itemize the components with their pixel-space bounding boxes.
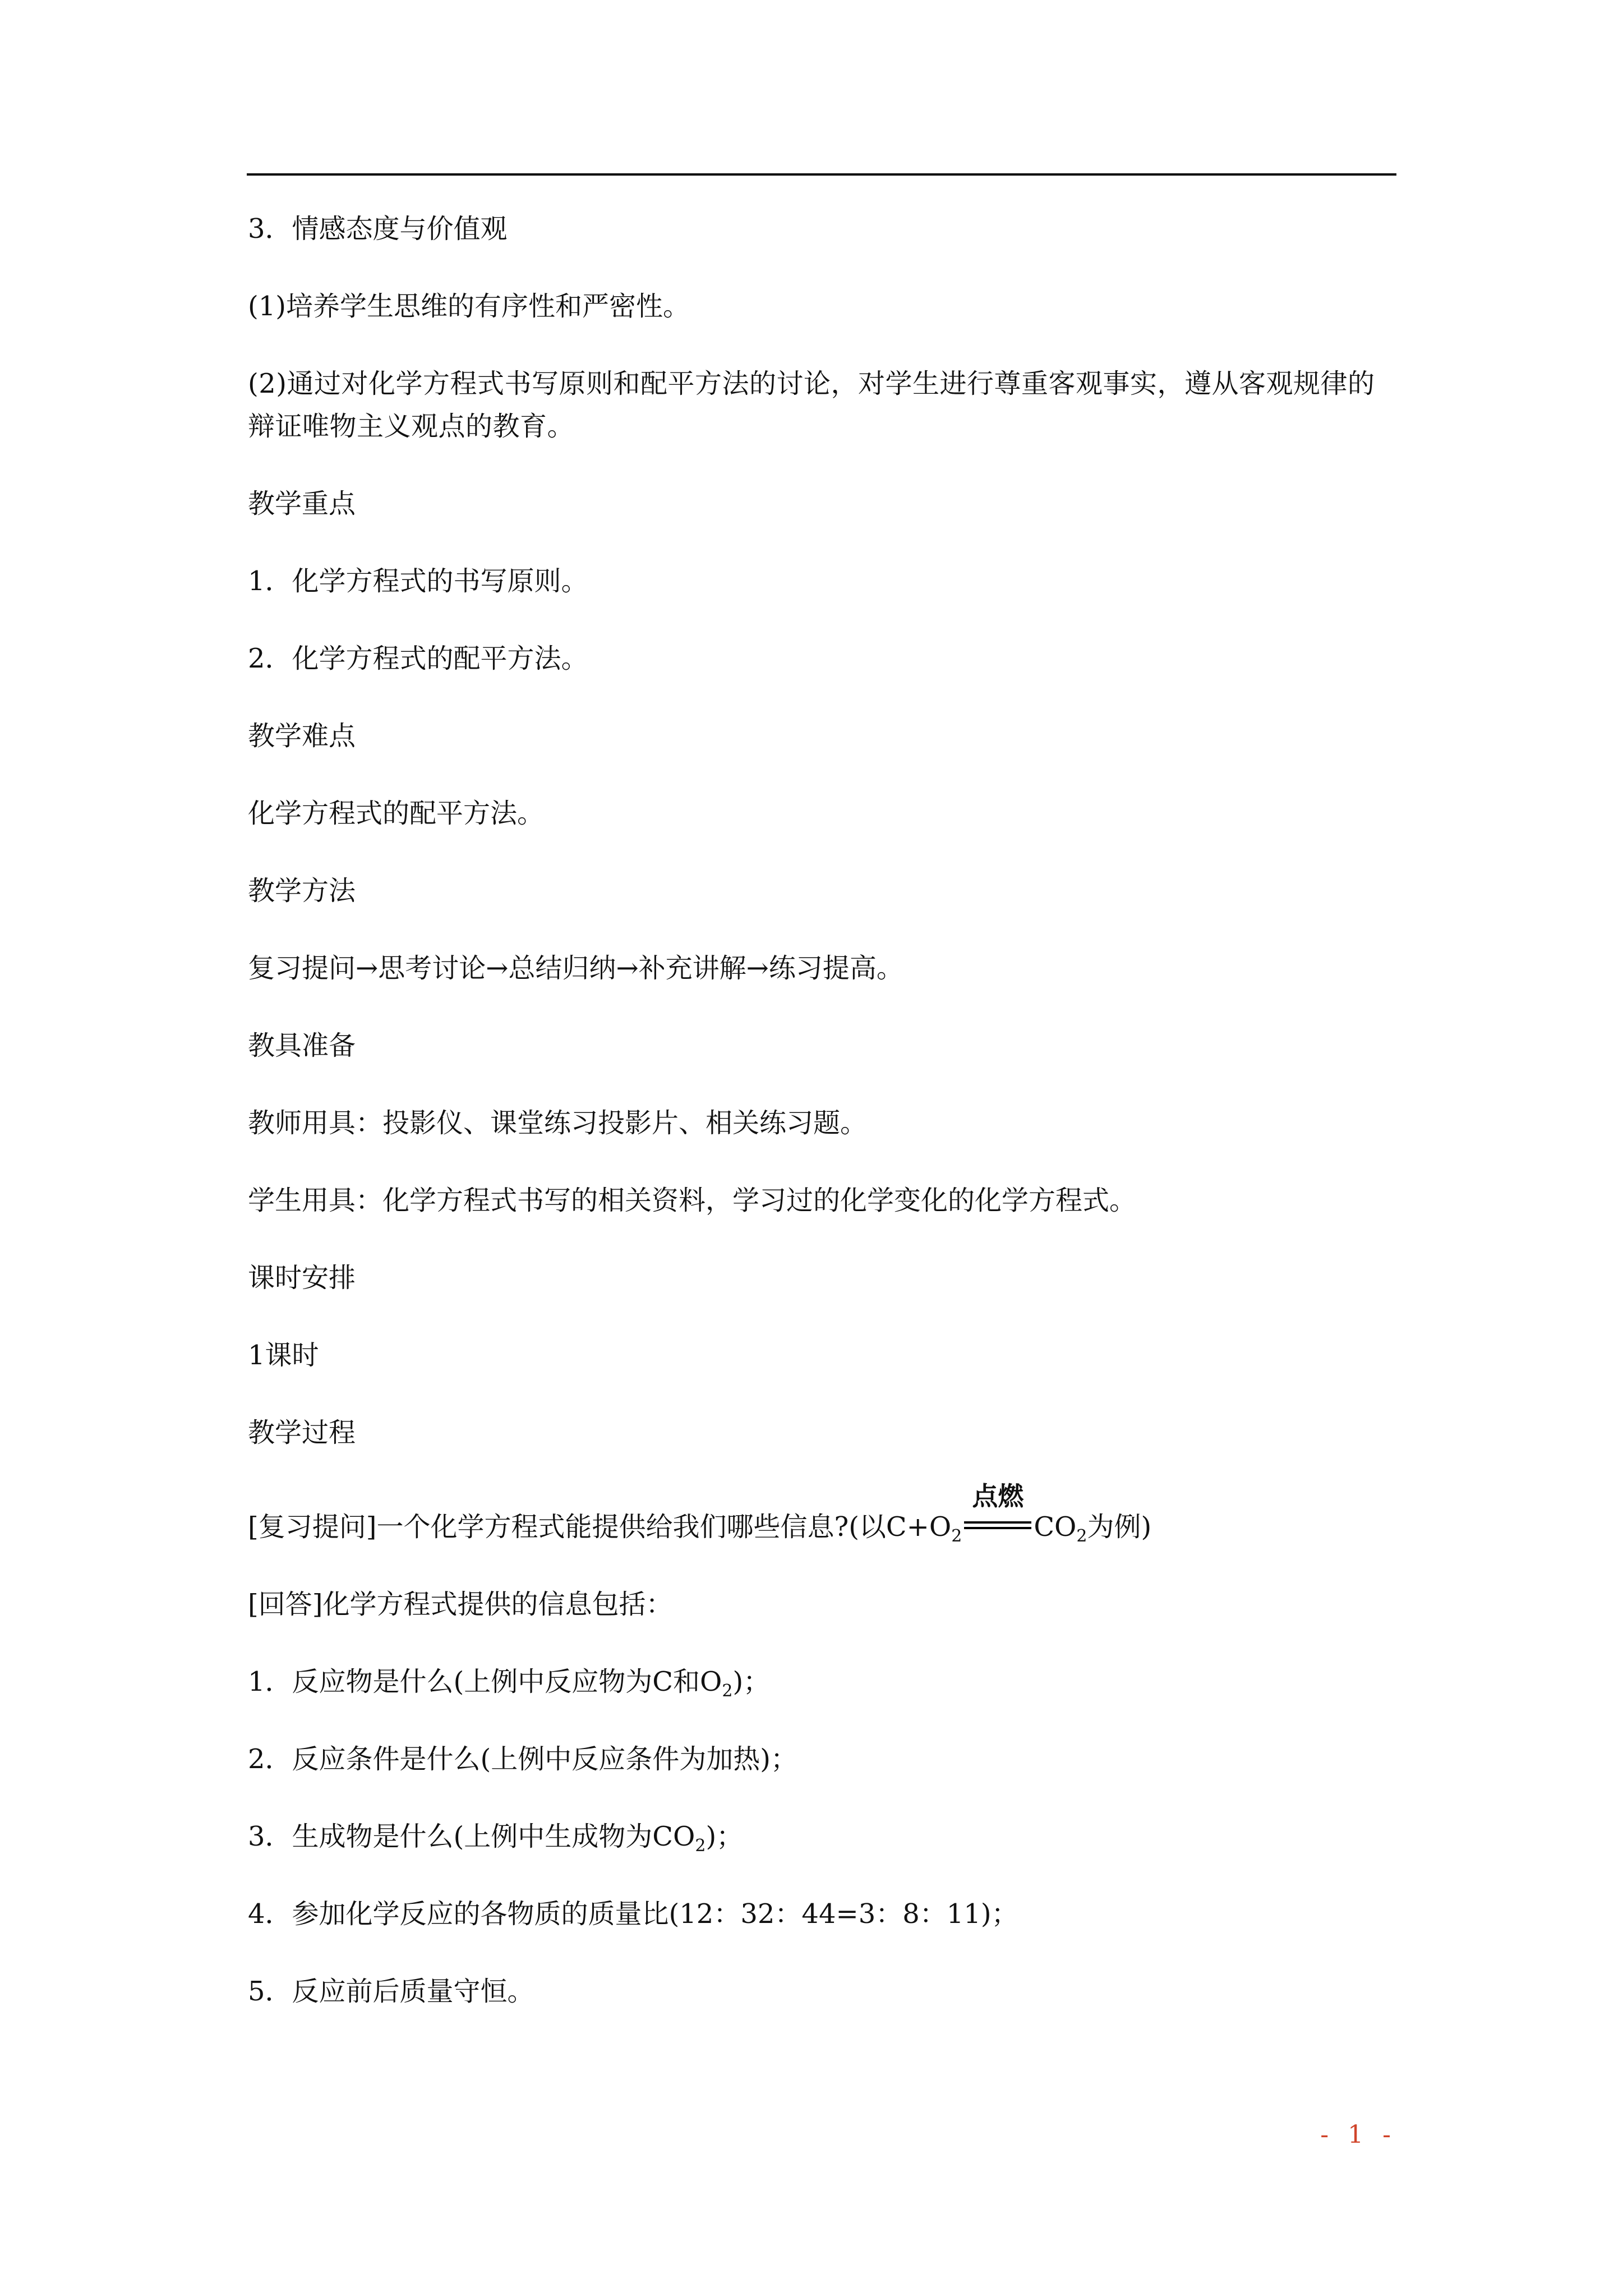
answer-item-5: 5．反应前后质量守恒。 [248,1976,534,2007]
values-item-1: (1)培养学生思维的有序性和严密性。 [248,291,690,322]
answer-3-end: )； [706,1821,744,1852]
document-body [248,208,1396,2047]
key-point-2: 2．化学方程式的配平方法。 [248,643,588,674]
answer-item-1 [248,1660,1396,1703]
equation-product-subscript: 2 [1076,1526,1087,1546]
equation-subscript: 2 [951,1526,962,1546]
equation-reactants: C+O [886,1511,952,1543]
answer-1-text: 1．反应物是什么(上例中反应物为C和O [248,1666,722,1697]
answer-item-4: 4．参加化学反应的各物质的质量比(12：32：44=3：8：11)； [248,1898,1018,1930]
difficulty-heading: 教学难点 [248,720,356,752]
answer-1-end: )； [732,1666,771,1697]
answer-1-subscript: 2 [722,1681,733,1701]
answer-item-3 [248,1815,1396,1858]
equation-line-bottom [964,1527,1031,1529]
question-prefix: [复习提问]一个化学方程式能提供给我们哪些信息?(以 [248,1511,886,1543]
answer-intro: [回答]化学方程式提供的信息包括： [248,1589,673,1620]
equation-condition: 点燃 [972,1481,1024,1511]
difficulty-text: 化学方程式的配平方法。 [248,798,545,829]
materials-heading: 教具准备 [248,1030,356,1061]
equation-product: CO [1034,1511,1077,1543]
schedule-heading: 课时安排 [248,1262,356,1294]
answer-3-subscript: 2 [695,1836,706,1856]
student-materials: 学生用具：化学方程式书写的相关资料，学习过的化学变化的化学方程式。 [248,1185,1137,1216]
values-item-2: (2)通过对化学方程式书写原则和配平方法的讨论，对学生进行尊重客观事实，遵从客观规律的辩证唯物主义观点的教育。 [248,368,1375,442]
key-point-1: 1．化学方程式的书写原则。 [248,565,588,597]
answer-3-text: 3．生成物是什么(上例中生成物为CO [248,1821,695,1852]
method-heading: 教学方法 [248,875,356,907]
review-question [248,1481,1396,1548]
process-heading: 教学过程 [248,1417,356,1448]
header-rule [247,173,1396,176]
teacher-materials: 教师用具：投影仪、课堂练习投影片、相关练习题。 [248,1107,868,1139]
section-heading: 3．情感态度与价值观 [248,213,508,245]
key-points-heading: 教学重点 [248,488,356,519]
question-suffix: 为例) [1087,1511,1152,1543]
equation-line-top [964,1521,1031,1524]
page-number: - 1 - [1320,2120,1396,2149]
schedule-text: 1课时 [248,1340,319,1371]
equation-condition-arrow [964,1481,1031,1539]
answer-item-2: 2．反应条件是什么(上例中反应条件为加热)； [248,1743,797,1775]
method-text: 复习提问→思考讨论→总结归纳→补充讲解→练习提高。 [248,953,903,984]
